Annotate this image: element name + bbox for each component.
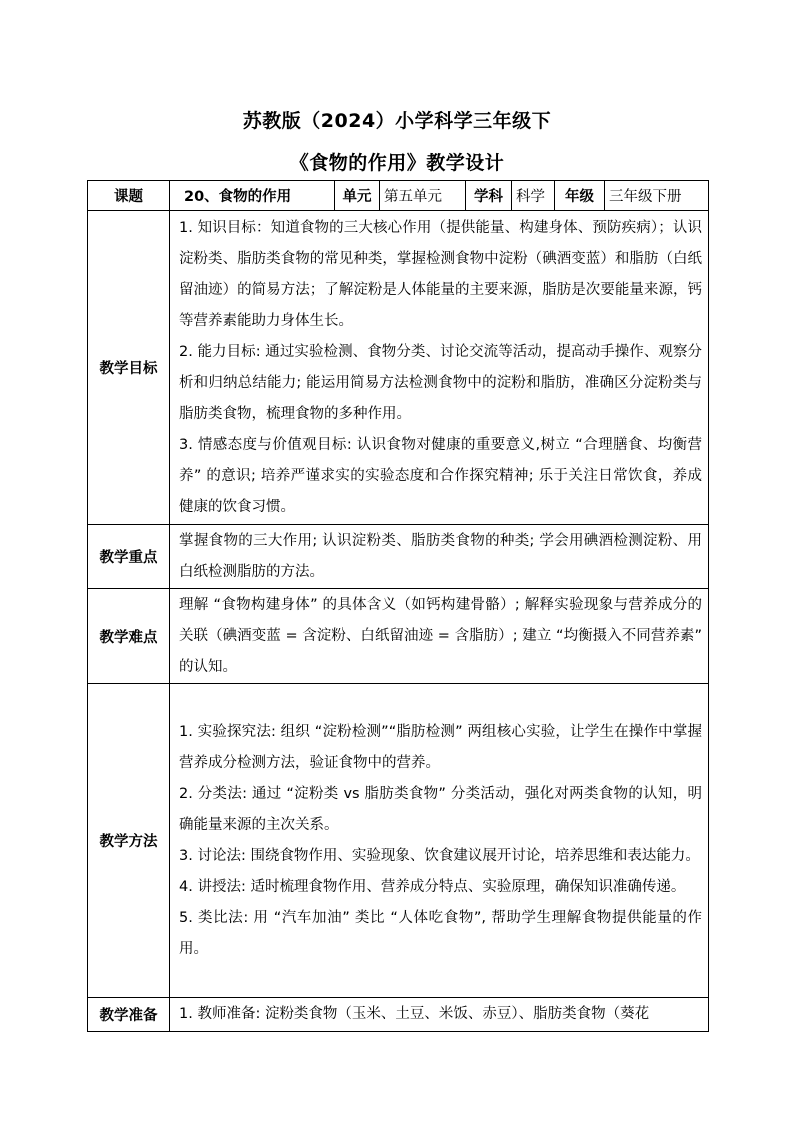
- goal-ability: 2. 能力目标: 通过实验检测、食物分类、讨论交流等活动，提高动手操作、观察分析和归纳总结能力; 能运用简易方法检测食物中的淀粉和脂肪，准确区分淀粉类与脂肪类食物，梳理食物的多种作用。: [179, 343, 702, 422]
- method-discussion: 3. 讨论法: 围绕食物作用、实验现象、饮食建议展开讨论，培养思维和表达能力。: [179, 847, 700, 864]
- lesson-plan-table: [87, 180, 709, 1032]
- difficulties-content: [170, 589, 709, 684]
- preparation-row: [88, 998, 709, 1032]
- preparation-label: 教学准备: [88, 998, 170, 1032]
- grade-value: 三年级下册: [605, 181, 709, 211]
- subject-value: 科学: [512, 181, 555, 211]
- difficulties-row: [88, 589, 709, 684]
- unit-label: 单元: [335, 181, 380, 211]
- key-points-row: [88, 525, 709, 589]
- topic-label: 课题: [88, 181, 170, 211]
- difficulties-label: 教学难点: [88, 589, 170, 684]
- preparation-text: 1. 教师准备: 淀粉类食物（玉米、土豆、米饭、赤豆）、脂肪类食物（葵花: [179, 1006, 650, 1022]
- document-subtitle: 《食物的作用》教学设计: [289, 152, 505, 174]
- difficulties-text: 理解 “食物构建身体” 的具体含义（如钙构建骨骼）; 解释实验现象与营养成分的关联（碘酒变蓝 = 含淀粉、白纸留油迹 = 含脂肪）; 建立 “均衡摄入不同营养素” 的认知。: [179, 596, 702, 675]
- method-lecture: 4. 讲授法: 适时梳理食物作用、营养成分特点、实验原理，确保知识准确传递。: [179, 878, 686, 895]
- key-points-content: [170, 525, 709, 589]
- grade-label: 年级: [555, 181, 605, 211]
- goals-content: [170, 211, 709, 525]
- method-classification: 2. 分类法: 通过 “淀粉类 vs 脂肪类食物” 分类活动，强化对两类食物的认知，明确能量来源的主次关系。: [179, 785, 702, 833]
- key-points-label: 教学重点: [88, 525, 170, 589]
- methods-row: [88, 684, 709, 998]
- preparation-content: [170, 998, 709, 1032]
- header-row: [88, 181, 709, 211]
- goal-attitude: 3. 情感态度与价值观目标: 认识食物对健康的重要意义,树立 “合理膳食、均衡营养” 的意识; 培养严谨求实的实验态度和合作探究精神; 乐于关注日常饮食，养成健康的饮食习惯。: [179, 436, 702, 515]
- document-title: 苏教版（2024）小学科学三年级下: [242, 110, 552, 132]
- key-points-text: 掌握食物的三大作用; 认识淀粉类、脂肪类食物的种类; 学会用碘酒检测淀粉、用白纸检测脂肪的方法。: [179, 532, 702, 580]
- goal-knowledge: 1. 知识目标：知道食物的三大核心作用（提供能量、构建身体、预防疾病）；认识淀粉类、脂肪类食物的常见种类，掌握检测食物中淀粉（碘酒变蓝）和脂肪（白纸留油迹）的简易方法；了解淀粉是人体能量的主要来源，脂肪是次要能量来源，钙等营养素能助力身体生长。: [179, 219, 702, 329]
- method-experiment: 1. 实验探究法: 组织 “淀粉检测”“脂肪检测” 两组核心实验，让学生在操作中掌握营养成分检测方法，验证食物中的营养。: [179, 723, 702, 771]
- goals-row: [88, 211, 709, 525]
- methods-content: [170, 684, 709, 998]
- subject-label: 学科: [466, 181, 512, 211]
- unit-value: 第五单元: [380, 181, 466, 211]
- methods-label: 教学方法: [88, 684, 170, 998]
- method-analogy: 5. 类比法: 用 “汽车加油” 类比 “人体吃食物”, 帮助学生理解食物提供能量的作用。: [179, 909, 702, 957]
- topic-value: 20、食物的作用: [170, 181, 335, 211]
- goals-label: 教学目标: [88, 211, 170, 525]
